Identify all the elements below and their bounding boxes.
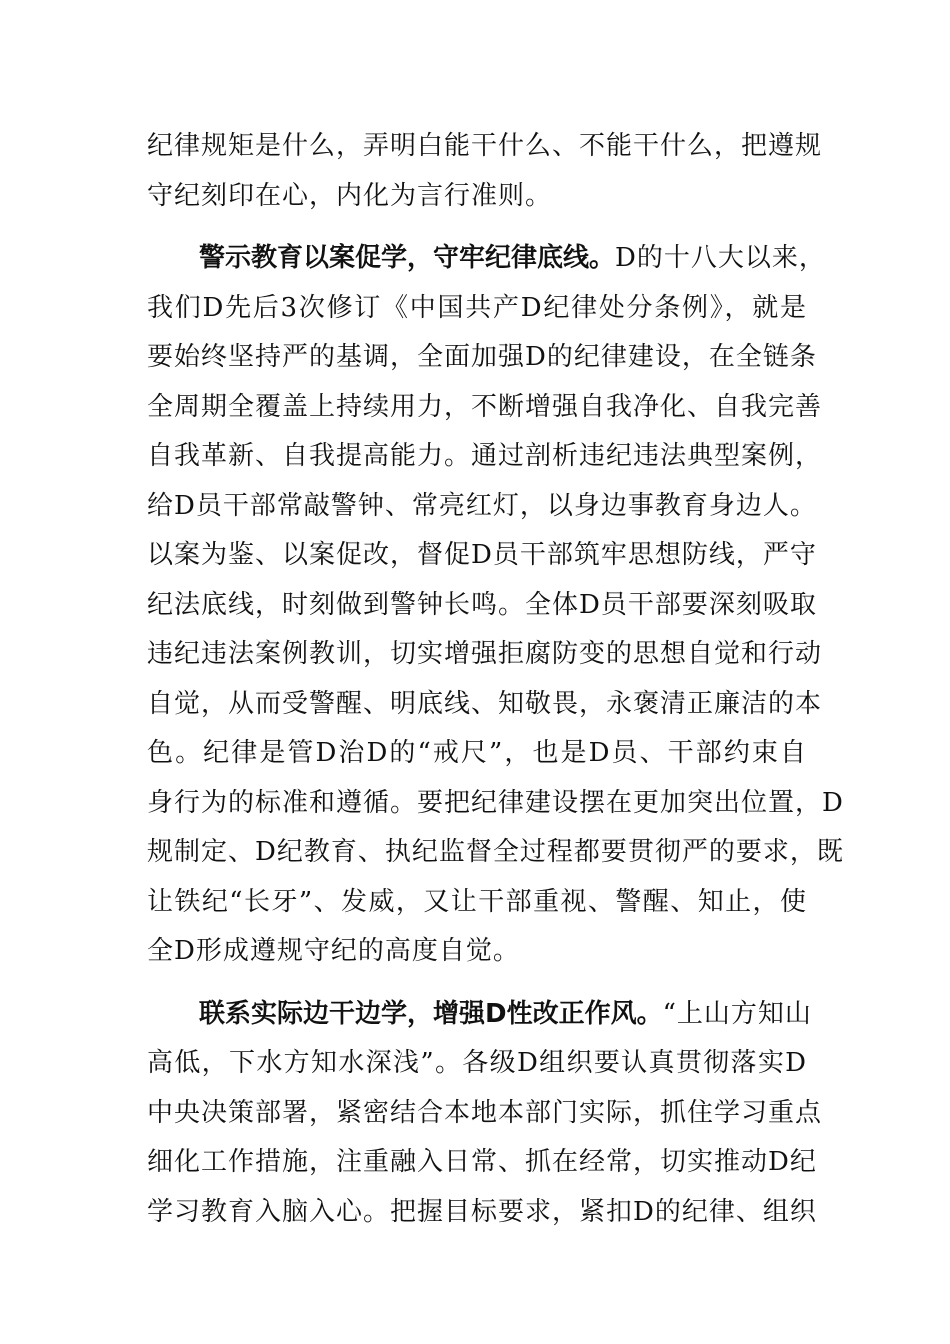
- body-line: 让铁纪“长牙”、发威，又让干部重视、警醒、知止，使: [147, 886, 807, 917]
- body-line: 守纪刻印在心，内化为言行准则。: [147, 180, 553, 211]
- document-body: [147, 122, 844, 1237]
- body-line: 给D员干部常敲警钟、常亮红灯，以身边事教育身边人。: [147, 490, 817, 521]
- body-line: 自我革新、自我提高能力。通过剖析违纪违法典型案例，: [147, 441, 823, 471]
- body-text: D的十八大以来，: [615, 243, 826, 273]
- paragraph-heading: 警示教育以案促学，守牢纪律底线。: [199, 243, 616, 273]
- body-line: 细化工作措施，注重融入日常、抓在经常，切实推动D纪: [147, 1147, 817, 1177]
- body-line: 身行为的标准和遵循。要把纪律建设摆在更加突出位置，D: [147, 787, 844, 818]
- body-line: 自觉，从而受警醒、明底线、知敬畏，永褒清正廉洁的本: [147, 688, 823, 719]
- body-line: 纪律规矩是什么，弄明白能干什么、不能干什么，把遵规: [147, 131, 823, 161]
- paragraph-first-line: [147, 990, 812, 1040]
- body-text: “上山方知山: [662, 998, 812, 1029]
- body-line: 高低，下水方知水深浅”。各级D组织要认真贯彻落实D: [147, 1048, 807, 1078]
- paragraph-heading: 联系实际边干边学，增强D性改正作风。: [199, 998, 663, 1029]
- body-line: 中央决策部署，紧密结合本地本部门实际，抓住学习重点: [147, 1097, 823, 1128]
- body-line: 色。纪律是管D治D的“戒尺”，也是D员、干部约束自: [147, 738, 807, 768]
- body-line: 违纪违法案例教训，切实增强拒腐防变的思想自觉和行动: [147, 639, 823, 669]
- body-line: 以案为鉴、以案促改，督促D员干部筑牢思想防线，严守: [147, 540, 817, 570]
- body-line: 要始终坚持严的基调，全面加强D的纪律建设，在全链条: [147, 342, 817, 372]
- body-line: 学习教育入脑入心。把握目标要求，紧扣D的纪律、组织: [147, 1196, 817, 1227]
- body-line: 全D形成遵规守纪的高度自觉。: [147, 936, 520, 966]
- body-line: 纪法底线，时刻做到警钟长鸣。全体D员干部要深刻吸取: [147, 589, 817, 620]
- body-line: 规制定、D纪教育、执纪监督全过程都要贯彻严的要求，既: [147, 837, 844, 867]
- body-line: 全周期全覆盖上持续用力，不断增强自我净化、自我完善: [147, 391, 823, 422]
- body-line: 我们D先后3次修订《中国共产D纪律处分条例》，就是: [147, 292, 807, 323]
- paragraph-first-line: [147, 234, 826, 284]
